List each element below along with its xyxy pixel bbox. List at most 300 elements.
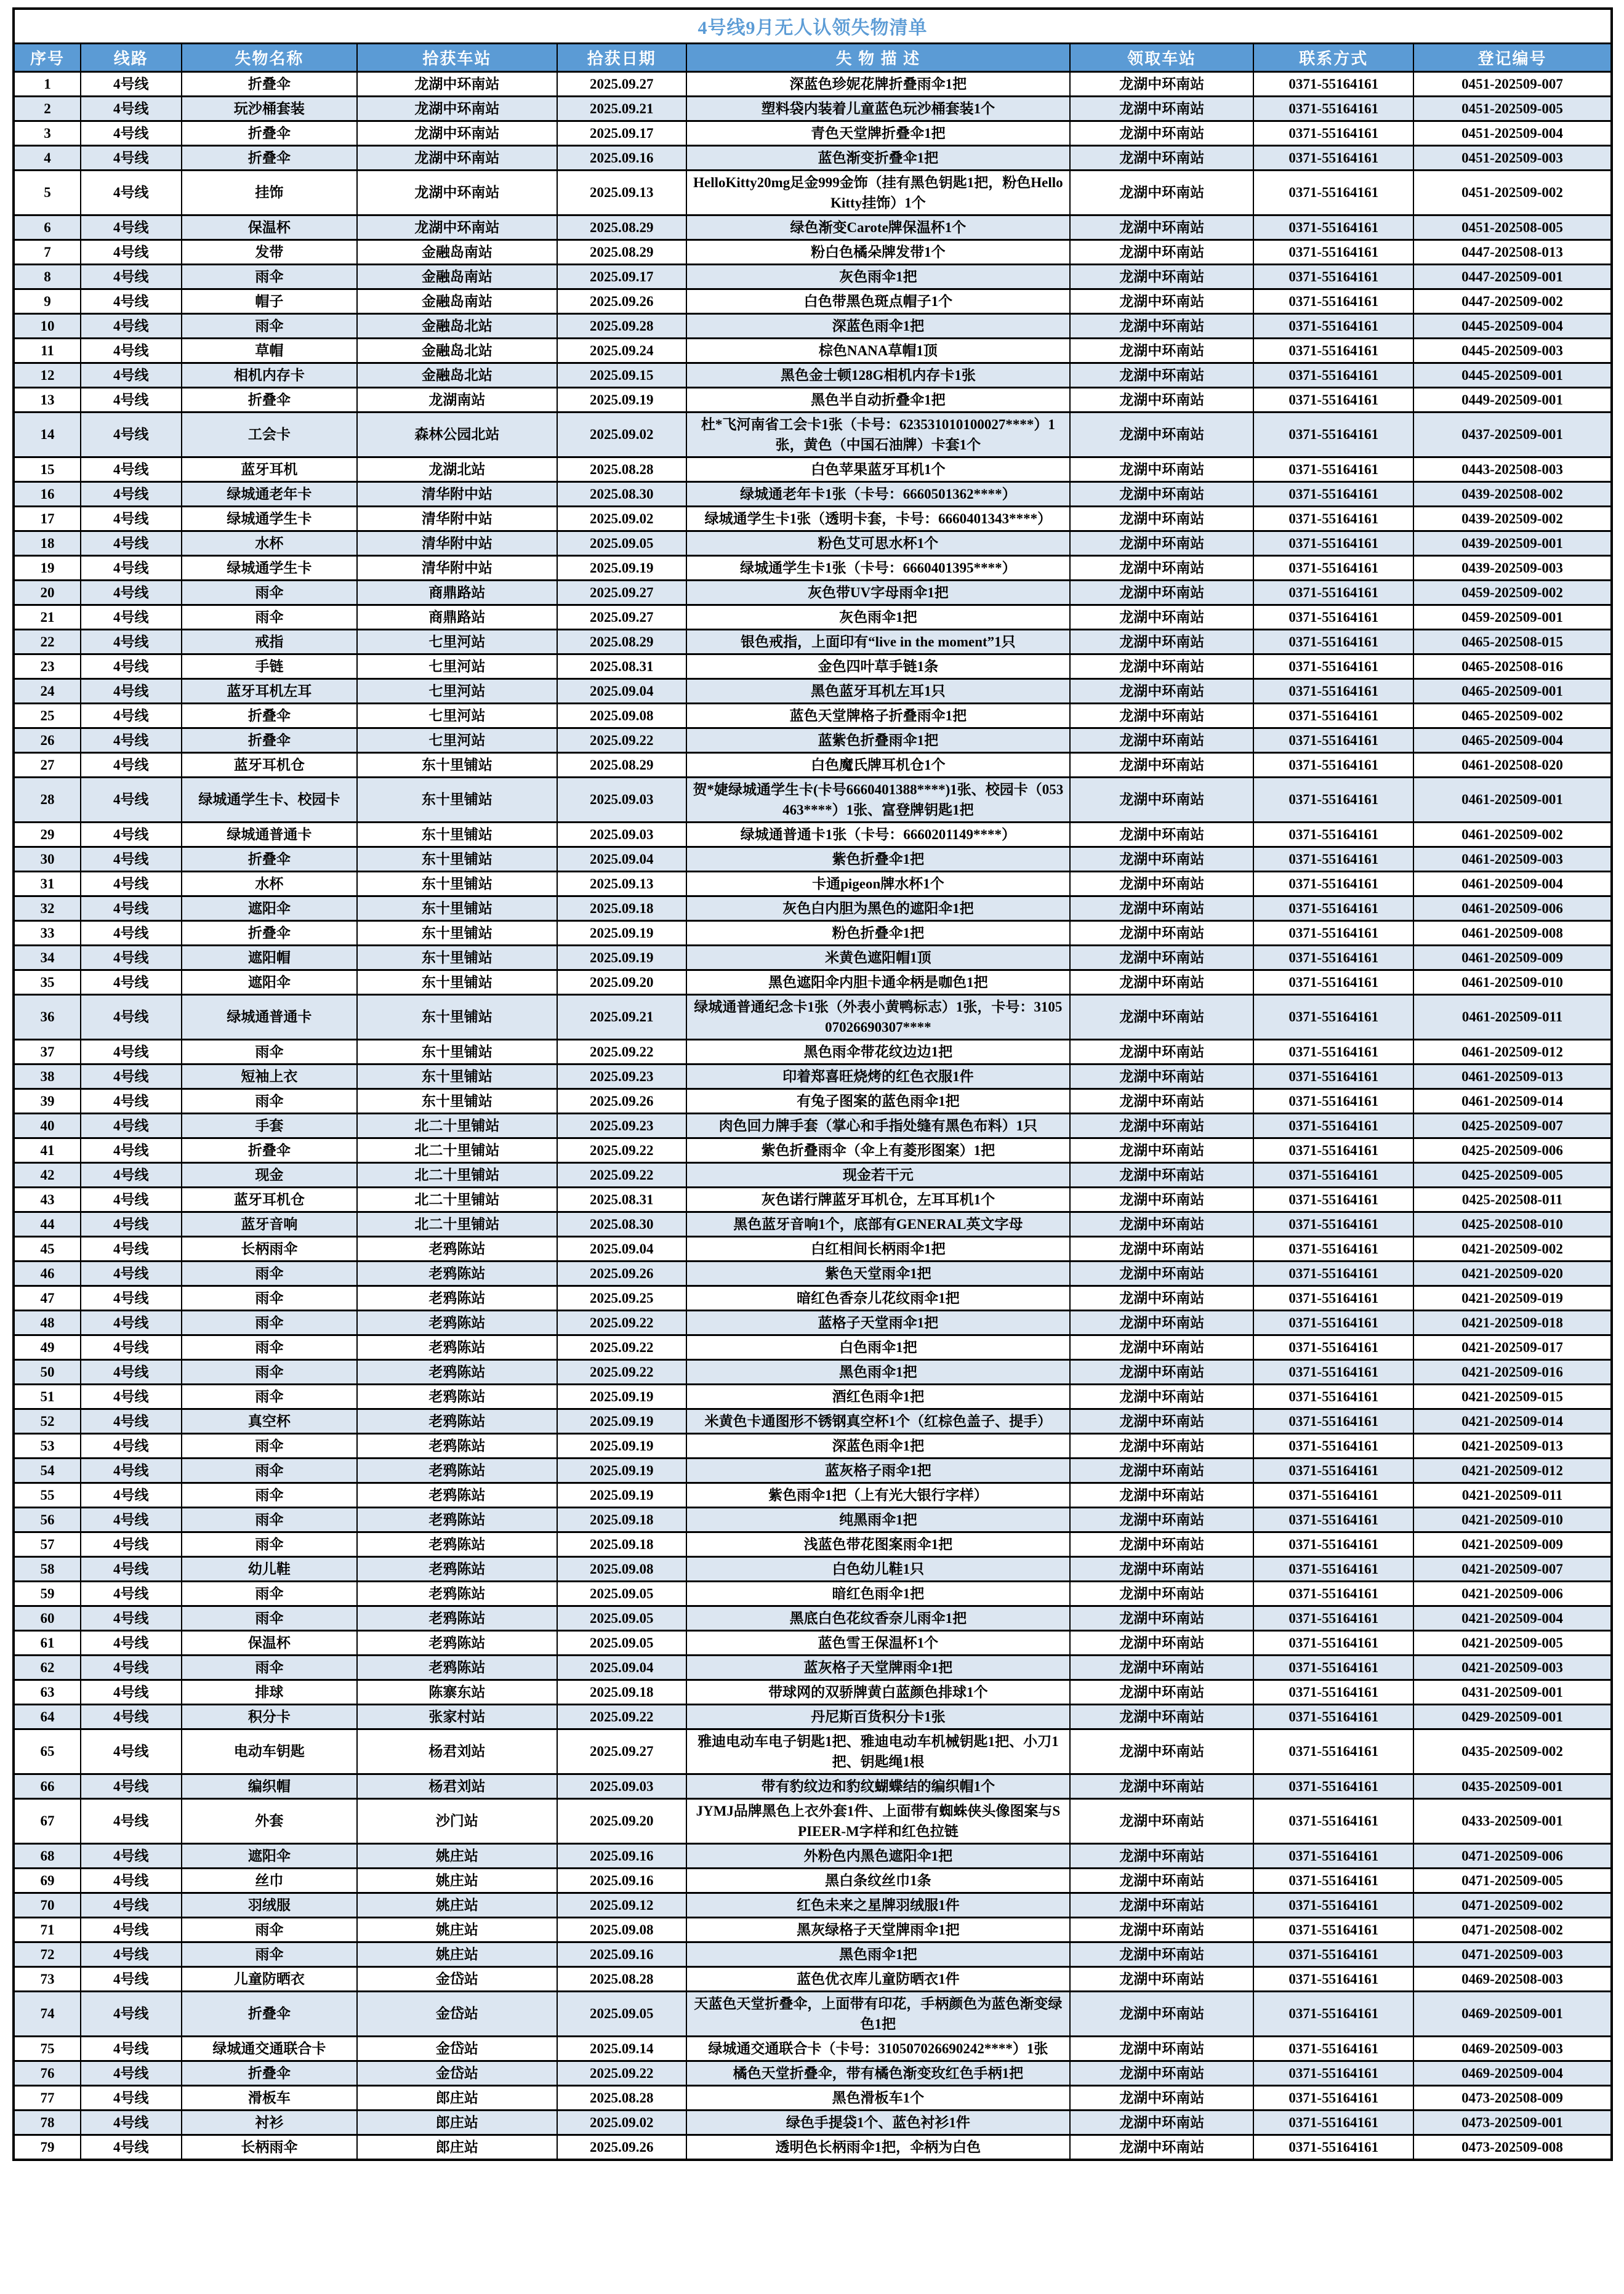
cell-contact-phone: 0371-55164161: [1253, 313, 1413, 338]
cell-found-date: 2025.09.02: [557, 2110, 686, 2135]
cell-item-name: 雨伞: [182, 1655, 358, 1680]
table-row: [14, 531, 1612, 555]
cell-item-desc: 白色带黑色斑点帽子1个: [686, 289, 1070, 313]
cell-contact-phone: 0371-55164161: [1253, 1991, 1413, 2036]
cell-found-date: 2025.09.21: [557, 96, 686, 121]
cell-contact-phone: 0371-55164161: [1253, 145, 1413, 170]
cell-found-date: 2025.09.22: [557, 1039, 686, 1064]
cell-item-name: 外套: [182, 1798, 358, 1843]
cell-pickup-station: 龙湖中环南站: [1070, 264, 1254, 289]
cell-line: 4号线: [81, 1039, 182, 1064]
cell-item-desc: 黑底白色花纹香奈儿雨伞1把: [686, 1606, 1070, 1630]
cell-seq: 2: [14, 96, 81, 121]
column-header-contact-phone: 联系方式: [1253, 43, 1413, 71]
cell-item-name: 工会卡: [182, 412, 358, 457]
cell-seq: 30: [14, 847, 81, 871]
cell-contact-phone: 0371-55164161: [1253, 920, 1413, 945]
cell-item-desc: 杜*飞河南省工会卡1张（卡号：623531010100027****）1张，黄色（中国石油牌）卡套1个: [686, 412, 1070, 457]
cell-reg-number: 0461-202509-013: [1413, 1064, 1612, 1089]
cell-pickup-station: 龙湖中环南站: [1070, 920, 1254, 945]
cell-item-desc: 灰色雨伞1把: [686, 264, 1070, 289]
cell-item-desc: 蓝灰格子天堂牌雨伞1把: [686, 1655, 1070, 1680]
cell-item-desc: 酒红色雨伞1把: [686, 1384, 1070, 1409]
cell-item-name: 编织帽: [182, 1774, 358, 1798]
table-row: [14, 1774, 1612, 1798]
cell-item-name: 雨伞: [182, 1310, 358, 1335]
cell-found-station: 老鸦陈站: [357, 1236, 557, 1261]
cell-found-station: 七里河站: [357, 629, 557, 654]
cell-item-name: 折叠伞: [182, 387, 358, 412]
table-row: [14, 457, 1612, 481]
cell-item-name: 雨伞: [182, 1384, 358, 1409]
cell-found-date: 2025.09.05: [557, 1630, 686, 1655]
cell-line: 4号线: [81, 1384, 182, 1409]
cell-item-desc: 深蓝色雨伞1把: [686, 313, 1070, 338]
cell-item-desc: 蓝色渐变折叠伞1把: [686, 145, 1070, 170]
table-row: [14, 2110, 1612, 2135]
cell-item-desc: 白色苹果蓝牙耳机1个: [686, 457, 1070, 481]
cell-found-date: 2025.09.22: [557, 1162, 686, 1187]
table-row: [14, 1335, 1612, 1359]
cell-reg-number: 0447-202508-013: [1413, 239, 1612, 264]
cell-line: 4号线: [81, 1917, 182, 1942]
cell-pickup-station: 龙湖中环南站: [1070, 457, 1254, 481]
cell-reg-number: 0447-202509-001: [1413, 264, 1612, 289]
cell-reg-number: 0461-202509-014: [1413, 1089, 1612, 1113]
cell-seq: 79: [14, 2135, 81, 2160]
cell-line: 4号线: [81, 580, 182, 605]
cell-found-date: 2025.09.26: [557, 1261, 686, 1286]
cell-contact-phone: 0371-55164161: [1253, 1113, 1413, 1138]
cell-contact-phone: 0371-55164161: [1253, 170, 1413, 215]
table-row: [14, 555, 1612, 580]
cell-reg-number: 0421-202509-003: [1413, 1655, 1612, 1680]
cell-line: 4号线: [81, 1483, 182, 1507]
cell-pickup-station: 龙湖中环南站: [1070, 703, 1254, 728]
table-row: [14, 1261, 1612, 1286]
table-row: [14, 2036, 1612, 2061]
cell-line: 4号线: [81, 2110, 182, 2135]
cell-line: 4号线: [81, 1868, 182, 1893]
cell-contact-phone: 0371-55164161: [1253, 1532, 1413, 1556]
cell-contact-phone: 0371-55164161: [1253, 481, 1413, 506]
cell-found-station: 郎庄站: [357, 2085, 557, 2110]
cell-item-name: 遮阳伞: [182, 1843, 358, 1868]
table-row: [14, 1991, 1612, 2036]
cell-reg-number: 0421-202509-006: [1413, 1581, 1612, 1606]
cell-pickup-station: 龙湖中环南站: [1070, 1917, 1254, 1942]
cell-item-name: 绿城通老年卡: [182, 481, 358, 506]
cell-pickup-station: 龙湖中环南站: [1070, 1236, 1254, 1261]
cell-seq: 55: [14, 1483, 81, 1507]
cell-found-station: 龙湖中环南站: [357, 215, 557, 239]
cell-contact-phone: 0371-55164161: [1253, 945, 1413, 970]
cell-pickup-station: 龙湖中环南站: [1070, 605, 1254, 629]
cell-found-station: 老鸦陈站: [357, 1384, 557, 1409]
cell-item-desc: 绿城通老年卡1张（卡号：6660501362****）: [686, 481, 1070, 506]
cell-found-date: 2025.09.26: [557, 1089, 686, 1113]
cell-item-desc: 紫色天堂雨伞1把: [686, 1261, 1070, 1286]
cell-item-desc: 卡通pigeon牌水杯1个: [686, 871, 1070, 896]
cell-line: 4号线: [81, 1606, 182, 1630]
cell-line: 4号线: [81, 822, 182, 847]
cell-found-date: 2025.09.23: [557, 1064, 686, 1089]
cell-reg-number: 0461-202509-002: [1413, 822, 1612, 847]
table-row: [14, 1064, 1612, 1089]
cell-item-desc: 绿城通学生卡1张（卡号：6660401395****）: [686, 555, 1070, 580]
cell-contact-phone: 0371-55164161: [1253, 1310, 1413, 1335]
cell-line: 4号线: [81, 2036, 182, 2061]
cell-pickup-station: 龙湖中环南站: [1070, 145, 1254, 170]
cell-contact-phone: 0371-55164161: [1253, 654, 1413, 678]
cell-item-name: 雨伞: [182, 1359, 358, 1384]
cell-found-station: 金融岛南站: [357, 239, 557, 264]
table-row: [14, 629, 1612, 654]
cell-found-station: 龙湖中环南站: [357, 96, 557, 121]
cell-item-desc: 棕色NANA草帽1顶: [686, 338, 1070, 363]
cell-found-station: 北二十里铺站: [357, 1187, 557, 1212]
cell-reg-number: 0451-202509-002: [1413, 170, 1612, 215]
cell-found-date: 2025.09.16: [557, 1942, 686, 1966]
cell-found-date: 2025.09.27: [557, 1729, 686, 1774]
cell-reg-number: 0421-202509-009: [1413, 1532, 1612, 1556]
cell-found-date: 2025.09.18: [557, 896, 686, 920]
cell-reg-number: 0459-202509-001: [1413, 605, 1612, 629]
cell-pickup-station: 龙湖中环南站: [1070, 1458, 1254, 1483]
cell-line: 4号线: [81, 1261, 182, 1286]
cell-found-station: 杨君刘站: [357, 1729, 557, 1774]
column-header-reg-number: 登记编号: [1413, 43, 1612, 71]
cell-found-station: 老鸦陈站: [357, 1507, 557, 1532]
table-row: [14, 580, 1612, 605]
cell-found-date: 2025.09.16: [557, 145, 686, 170]
cell-pickup-station: 龙湖中环南站: [1070, 970, 1254, 994]
cell-pickup-station: 龙湖中环南站: [1070, 555, 1254, 580]
cell-item-name: 蓝牙耳机仓: [182, 752, 358, 777]
cell-line: 4号线: [81, 506, 182, 531]
cell-reg-number: 0421-202509-004: [1413, 1606, 1612, 1630]
cell-found-station: 清华附中站: [357, 531, 557, 555]
cell-contact-phone: 0371-55164161: [1253, 1581, 1413, 1606]
cell-item-name: 发带: [182, 239, 358, 264]
cell-reg-number: 0461-202509-009: [1413, 945, 1612, 970]
cell-contact-phone: 0371-55164161: [1253, 215, 1413, 239]
table-row: [14, 1359, 1612, 1384]
cell-contact-phone: 0371-55164161: [1253, 896, 1413, 920]
cell-seq: 35: [14, 970, 81, 994]
cell-reg-number: 0451-202509-004: [1413, 121, 1612, 145]
cell-seq: 34: [14, 945, 81, 970]
cell-item-name: 戒指: [182, 629, 358, 654]
cell-contact-phone: 0371-55164161: [1253, 121, 1413, 145]
cell-found-station: 老鸦陈站: [357, 1630, 557, 1655]
cell-pickup-station: 龙湖中环南站: [1070, 1384, 1254, 1409]
cell-item-name: 雨伞: [182, 605, 358, 629]
cell-item-name: 雨伞: [182, 1261, 358, 1286]
cell-reg-number: 0425-202508-010: [1413, 1212, 1612, 1236]
cell-item-desc: 红色未来之星牌羽绒服1件: [686, 1893, 1070, 1917]
cell-contact-phone: 0371-55164161: [1253, 239, 1413, 264]
cell-item-name: 长柄雨伞: [182, 2135, 358, 2160]
cell-found-date: 2025.09.16: [557, 1843, 686, 1868]
cell-reg-number: 0461-202509-010: [1413, 970, 1612, 994]
cell-item-desc: 现金若干元: [686, 1162, 1070, 1187]
cell-line: 4号线: [81, 1162, 182, 1187]
cell-seq: 77: [14, 2085, 81, 2110]
cell-pickup-station: 龙湖中环南站: [1070, 71, 1254, 96]
table-row: [14, 728, 1612, 752]
cell-found-date: 2025.09.19: [557, 1458, 686, 1483]
cell-line: 4号线: [81, 531, 182, 555]
cell-pickup-station: 龙湖中环南站: [1070, 1704, 1254, 1729]
cell-found-station: 北二十里铺站: [357, 1138, 557, 1162]
cell-reg-number: 0425-202509-006: [1413, 1138, 1612, 1162]
cell-item-desc: 黑色滑板车1个: [686, 2085, 1070, 2110]
cell-reg-number: 0445-202509-004: [1413, 313, 1612, 338]
table-row: [14, 71, 1612, 96]
cell-item-desc: 暗红色香奈儿花纹雨伞1把: [686, 1286, 1070, 1310]
cell-item-desc: 紫色折叠雨伞（伞上有菱形图案）1把: [686, 1138, 1070, 1162]
cell-found-station: 金岱站: [357, 2061, 557, 2085]
cell-found-date: 2025.09.26: [557, 289, 686, 313]
cell-contact-phone: 0371-55164161: [1253, 387, 1413, 412]
cell-line: 4号线: [81, 1729, 182, 1774]
cell-found-station: 东十里铺站: [357, 994, 557, 1039]
cell-item-desc: 纯黑雨伞1把: [686, 1507, 1070, 1532]
cell-seq: 8: [14, 264, 81, 289]
cell-item-name: 雨伞: [182, 1606, 358, 1630]
cell-seq: 40: [14, 1113, 81, 1138]
cell-reg-number: 0421-202509-012: [1413, 1458, 1612, 1483]
table-row: [14, 920, 1612, 945]
cell-contact-phone: 0371-55164161: [1253, 264, 1413, 289]
cell-found-station: 清华附中站: [357, 481, 557, 506]
cell-seq: 46: [14, 1261, 81, 1286]
cell-found-date: 2025.09.19: [557, 387, 686, 412]
lost-items-table: [12, 7, 1613, 2161]
cell-found-date: 2025.09.24: [557, 338, 686, 363]
cell-item-name: 短袖上衣: [182, 1064, 358, 1089]
cell-pickup-station: 龙湖中环南站: [1070, 1655, 1254, 1680]
cell-item-name: 遮阳伞: [182, 970, 358, 994]
table-row: [14, 338, 1612, 363]
cell-found-station: 东十里铺站: [357, 777, 557, 822]
cell-item-name: 帽子: [182, 289, 358, 313]
cell-seq: 23: [14, 654, 81, 678]
cell-item-desc: 外粉色内黑色遮阳伞1把: [686, 1843, 1070, 1868]
cell-seq: 33: [14, 920, 81, 945]
cell-item-name: 雨伞: [182, 1089, 358, 1113]
cell-line: 4号线: [81, 777, 182, 822]
cell-reg-number: 0449-202509-001: [1413, 387, 1612, 412]
cell-line: 4号线: [81, 945, 182, 970]
cell-reg-number: 0429-202509-001: [1413, 1704, 1612, 1729]
table-row: [14, 1236, 1612, 1261]
cell-reg-number: 0465-202509-001: [1413, 678, 1612, 703]
cell-seq: 57: [14, 1532, 81, 1556]
cell-item-desc: 金色四叶草手链1条: [686, 654, 1070, 678]
cell-item-desc: 深蓝色珍妮花牌折叠雨伞1把: [686, 71, 1070, 96]
cell-item-name: 蓝牙音响: [182, 1212, 358, 1236]
cell-reg-number: 0473-202509-008: [1413, 2135, 1612, 2160]
table-row: [14, 145, 1612, 170]
cell-contact-phone: 0371-55164161: [1253, 1704, 1413, 1729]
cell-line: 4号线: [81, 313, 182, 338]
cell-item-name: 蓝牙耳机仓: [182, 1187, 358, 1212]
cell-reg-number: 0435-202509-002: [1413, 1729, 1612, 1774]
cell-found-date: 2025.08.28: [557, 457, 686, 481]
table-row: [14, 215, 1612, 239]
cell-pickup-station: 龙湖中环南站: [1070, 1212, 1254, 1236]
cell-contact-phone: 0371-55164161: [1253, 1138, 1413, 1162]
cell-line: 4号线: [81, 703, 182, 728]
cell-reg-number: 0421-202509-011: [1413, 1483, 1612, 1507]
cell-found-date: 2025.09.22: [557, 1310, 686, 1335]
table-header-row: [14, 43, 1612, 71]
cell-found-date: 2025.09.22: [557, 1704, 686, 1729]
cell-item-desc: 灰色带UV字母雨伞1把: [686, 580, 1070, 605]
table-row: [14, 1433, 1612, 1458]
cell-found-station: 金岱站: [357, 1966, 557, 1991]
cell-reg-number: 0451-202509-003: [1413, 145, 1612, 170]
cell-seq: 36: [14, 994, 81, 1039]
cell-found-date: 2025.09.22: [557, 1335, 686, 1359]
cell-reg-number: 0445-202509-003: [1413, 338, 1612, 363]
cell-reg-number: 0421-202509-002: [1413, 1236, 1612, 1261]
cell-pickup-station: 龙湖中环南站: [1070, 1991, 1254, 2036]
cell-reg-number: 0465-202508-015: [1413, 629, 1612, 654]
cell-seq: 65: [14, 1729, 81, 1774]
cell-item-name: 绿城通学生卡: [182, 506, 358, 531]
cell-found-station: 老鸦陈站: [357, 1310, 557, 1335]
cell-item-name: 电动车钥匙: [182, 1729, 358, 1774]
table-row: [14, 121, 1612, 145]
cell-item-desc: 蓝灰格子雨伞1把: [686, 1458, 1070, 1483]
cell-seq: 7: [14, 239, 81, 264]
cell-found-station: 金融岛南站: [357, 264, 557, 289]
cell-contact-phone: 0371-55164161: [1253, 822, 1413, 847]
cell-item-desc: 暗红色雨伞1把: [686, 1581, 1070, 1606]
cell-contact-phone: 0371-55164161: [1253, 752, 1413, 777]
cell-item-desc: 蓝色优衣库儿童防晒衣1件: [686, 1966, 1070, 1991]
cell-seq: 29: [14, 822, 81, 847]
cell-contact-phone: 0371-55164161: [1253, 728, 1413, 752]
cell-contact-phone: 0371-55164161: [1253, 71, 1413, 96]
cell-pickup-station: 龙湖中环南站: [1070, 1893, 1254, 1917]
cell-pickup-station: 龙湖中环南站: [1070, 822, 1254, 847]
cell-reg-number: 0469-202508-003: [1413, 1966, 1612, 1991]
cell-item-name: 绿城通学生卡: [182, 555, 358, 580]
cell-found-date: 2025.09.08: [557, 703, 686, 728]
cell-seq: 19: [14, 555, 81, 580]
table-row: [14, 1039, 1612, 1064]
cell-contact-phone: 0371-55164161: [1253, 289, 1413, 313]
cell-seq: 26: [14, 728, 81, 752]
table-row: [14, 1483, 1612, 1507]
cell-line: 4号线: [81, 728, 182, 752]
cell-contact-phone: 0371-55164161: [1253, 1942, 1413, 1966]
cell-seq: 63: [14, 1680, 81, 1704]
cell-found-date: 2025.09.03: [557, 1774, 686, 1798]
cell-contact-phone: 0371-55164161: [1253, 96, 1413, 121]
table-row: [14, 96, 1612, 121]
cell-seq: 14: [14, 412, 81, 457]
cell-found-date: 2025.09.02: [557, 506, 686, 531]
cell-reg-number: 0461-202509-012: [1413, 1039, 1612, 1064]
cell-seq: 48: [14, 1310, 81, 1335]
cell-item-desc: 绿城通普通纪念卡1张（外表小黄鸭标志）1张，卡号：310507026690307****: [686, 994, 1070, 1039]
cell-item-desc: 青色天堂牌折叠伞1把: [686, 121, 1070, 145]
cell-pickup-station: 龙湖中环南站: [1070, 2085, 1254, 2110]
cell-item-name: 折叠伞: [182, 121, 358, 145]
cell-pickup-station: 龙湖中环南站: [1070, 1606, 1254, 1630]
cell-found-date: 2025.08.29: [557, 629, 686, 654]
table-row: [14, 1630, 1612, 1655]
table-row: [14, 1655, 1612, 1680]
cell-line: 4号线: [81, 1507, 182, 1532]
cell-contact-phone: 0371-55164161: [1253, 1798, 1413, 1843]
cell-item-name: 手套: [182, 1113, 358, 1138]
cell-seq: 56: [14, 1507, 81, 1532]
cell-found-date: 2025.09.13: [557, 871, 686, 896]
cell-seq: 4: [14, 145, 81, 170]
cell-contact-phone: 0371-55164161: [1253, 1236, 1413, 1261]
cell-pickup-station: 龙湖中环南站: [1070, 363, 1254, 387]
cell-item-desc: 黑色雨伞带花纹边边1把: [686, 1039, 1070, 1064]
cell-reg-number: 0473-202509-001: [1413, 2110, 1612, 2135]
cell-found-station: 姚庄站: [357, 1917, 557, 1942]
cell-seq: 21: [14, 605, 81, 629]
cell-line: 4号线: [81, 289, 182, 313]
cell-found-date: 2025.09.17: [557, 121, 686, 145]
cell-item-desc: 白红相间长柄雨伞1把: [686, 1236, 1070, 1261]
cell-seq: 66: [14, 1774, 81, 1798]
table-row: [14, 896, 1612, 920]
cell-contact-phone: 0371-55164161: [1253, 1606, 1413, 1630]
cell-contact-phone: 0371-55164161: [1253, 555, 1413, 580]
cell-contact-phone: 0371-55164161: [1253, 1335, 1413, 1359]
cell-contact-phone: 0371-55164161: [1253, 1187, 1413, 1212]
cell-pickup-station: 龙湖中环南站: [1070, 239, 1254, 264]
cell-found-station: 七里河站: [357, 654, 557, 678]
cell-pickup-station: 龙湖中环南站: [1070, 654, 1254, 678]
cell-reg-number: 0461-202509-008: [1413, 920, 1612, 945]
cell-seq: 76: [14, 2061, 81, 2085]
cell-contact-phone: 0371-55164161: [1253, 1064, 1413, 1089]
cell-pickup-station: 龙湖中环南站: [1070, 338, 1254, 363]
table-row: [14, 1162, 1612, 1187]
cell-contact-phone: 0371-55164161: [1253, 1843, 1413, 1868]
table-row: [14, 1942, 1612, 1966]
cell-item-name: 绿城通普通卡: [182, 994, 358, 1039]
table-row: [14, 1532, 1612, 1556]
cell-seq: 24: [14, 678, 81, 703]
cell-reg-number: 0465-202509-002: [1413, 703, 1612, 728]
cell-item-name: 绿城通普通卡: [182, 822, 358, 847]
cell-item-name: 衬衫: [182, 2110, 358, 2135]
cell-seq: 70: [14, 1893, 81, 1917]
cell-reg-number: 0421-202509-007: [1413, 1556, 1612, 1581]
cell-found-station: 龙湖南站: [357, 387, 557, 412]
page-title: 4号线9月无人认领失物清单: [697, 18, 928, 39]
cell-line: 4号线: [81, 1704, 182, 1729]
cell-found-station: 龙湖北站: [357, 457, 557, 481]
cell-contact-phone: 0371-55164161: [1253, 1729, 1413, 1774]
table-row: [14, 703, 1612, 728]
cell-seq: 47: [14, 1286, 81, 1310]
cell-pickup-station: 龙湖中环南站: [1070, 96, 1254, 121]
cell-found-station: 老鸦陈站: [357, 1286, 557, 1310]
